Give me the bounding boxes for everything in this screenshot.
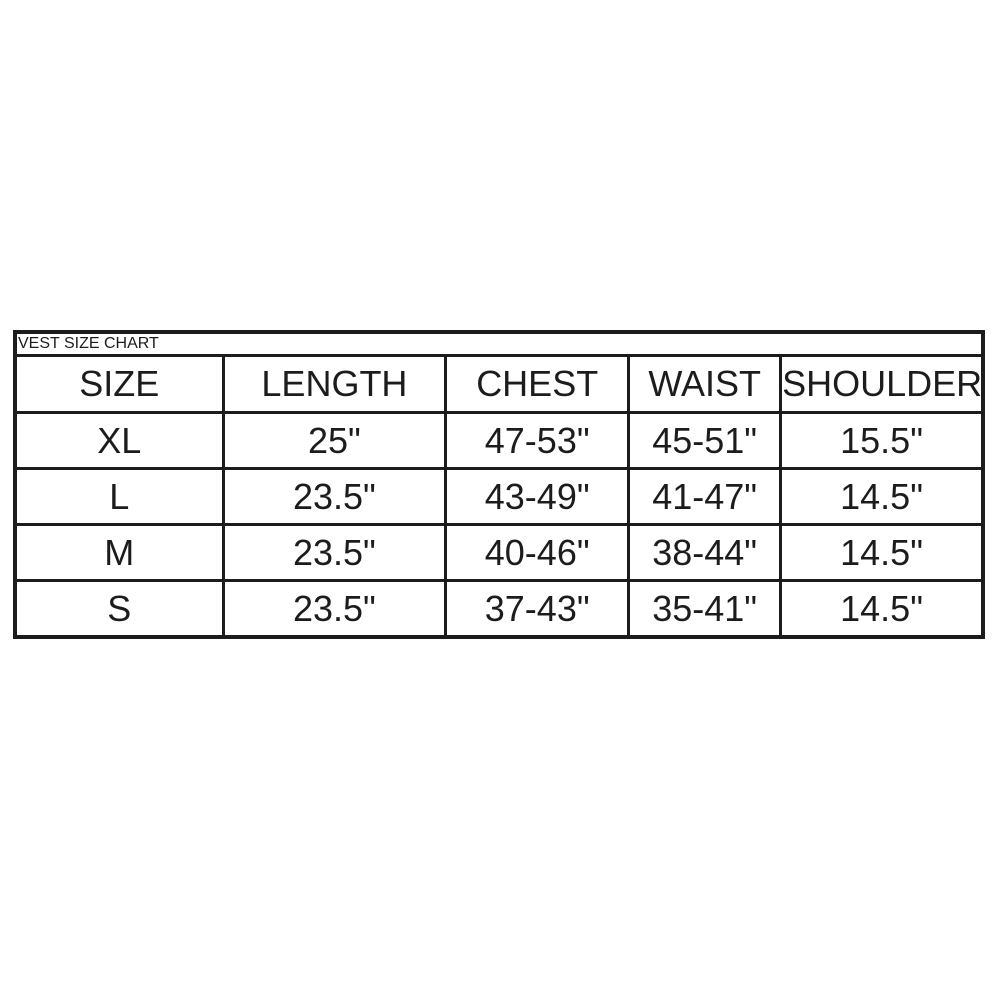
- vest-size-chart: [13, 330, 985, 639]
- title-row: [15, 332, 983, 356]
- column-header-length: LENGTH: [223, 356, 446, 413]
- cell-size: XL: [15, 413, 223, 469]
- cell-shoulder: 14.5": [781, 469, 983, 525]
- column-header-shoulder: SHOULDER: [781, 356, 983, 413]
- cell-waist: 38-44": [629, 525, 781, 581]
- column-header-chest: CHEST: [446, 356, 629, 413]
- cell-shoulder: 15.5": [781, 413, 983, 469]
- cell-waist: 45-51": [629, 413, 781, 469]
- column-header-waist: WAIST: [629, 356, 781, 413]
- cell-chest: 40-46": [446, 525, 629, 581]
- cell-chest: 43-49": [446, 469, 629, 525]
- cell-shoulder: 14.5": [781, 581, 983, 638]
- header-row: [15, 356, 983, 413]
- chart-title: VEST SIZE CHART: [15, 332, 983, 356]
- table-row-xl: [15, 413, 983, 469]
- cell-size: L: [15, 469, 223, 525]
- column-header-size: SIZE: [15, 356, 223, 413]
- table-row-m: [15, 525, 983, 581]
- cell-length: 23.5": [223, 525, 446, 581]
- cell-waist: 35-41": [629, 581, 781, 638]
- cell-length: 25": [223, 413, 446, 469]
- table-row-s: [15, 581, 983, 638]
- cell-chest: 37-43": [446, 581, 629, 638]
- cell-length: 23.5": [223, 581, 446, 638]
- cell-waist: 41-47": [629, 469, 781, 525]
- cell-size: S: [15, 581, 223, 638]
- table-row-l: [15, 469, 983, 525]
- cell-length: 23.5": [223, 469, 446, 525]
- cell-shoulder: 14.5": [781, 525, 983, 581]
- cell-chest: 47-53": [446, 413, 629, 469]
- size-chart-table: [13, 330, 985, 639]
- cell-size: M: [15, 525, 223, 581]
